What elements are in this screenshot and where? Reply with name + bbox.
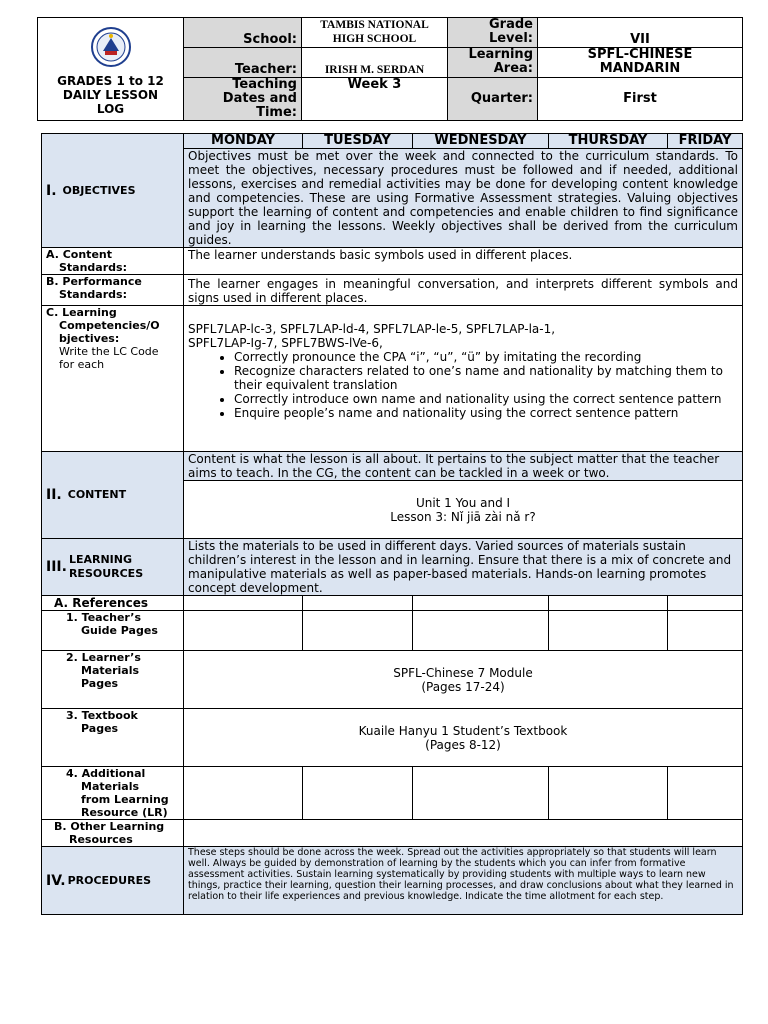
content-unit: Unit 1 You and I: [415, 495, 511, 510]
textbook-label: [42, 709, 184, 767]
other-resources-label: [42, 820, 184, 847]
area-value-line1: SPFL-CHINESE: [587, 47, 693, 62]
content-lesson: Lesson 3: Nǐ jiā zài nǎ r?: [390, 509, 536, 524]
resources-label-line1: LEARNING: [68, 553, 132, 566]
grade-label-line2: Level:: [488, 31, 533, 46]
competency-item: • Correctly pronounce the CPA “i”, “u”, “ü” by imitating the recording: [234, 350, 738, 364]
school-label: School:: [184, 18, 302, 48]
competency-item: • Recognize characters related to one’s name and nationality by matching them to their equivalent translation: [234, 364, 738, 392]
grade-label-line1: Grade: [489, 17, 533, 32]
content-standards-label-line2: Standards:: [59, 261, 127, 274]
additional-line1: 4. Additional: [66, 767, 146, 780]
objectives-num: I.: [46, 182, 57, 199]
other-line2: Resources: [69, 833, 133, 846]
performance-standards-text: The learner engages in meaningful conversation, and interprets different symbols and signs used in different places.: [184, 275, 743, 306]
day-thursday: THURSDAY: [549, 134, 668, 149]
textbook-value-line2: (Pages 8-12): [425, 737, 501, 752]
learner-materials-label: [42, 651, 184, 709]
learner-line3: Pages: [81, 677, 119, 690]
resources-desc: Lists the materials to be used in different days. Varied sources of materials sustain children’s interest in the lesson and in learning. Ensure that there is a mix of concrete and manipulative materials as well as paper-based materials. Hands-on learning promotes concept development.: [184, 539, 743, 596]
grade-value: VII: [538, 18, 743, 48]
competency-codes-line1: SPFL7LAP-lc-3, SPFL7LAP-ld-4, SPFL7LAP-le-5, SPFL7LAP-la-1,: [188, 322, 556, 336]
textbook-line2: Pages: [81, 722, 119, 735]
dates-label-line2: Dates and: [222, 91, 297, 106]
lesson-log-table: [41, 133, 743, 915]
objectives-text: Objectives must be met over the week and connected to the curriculum standards. To meet the objectives, necessary procedures must be followed and if needed, additional lessons, exercises and remedial activities may be done for developing content knowledge and competencies. These are using Formative Assessment strategies. Valuing objectives support the learning of content and competencies and enable children to find significance and joy in learning the lessons. Weekly objectives shall be derived from the curriculum guides.: [184, 149, 743, 248]
references-label: A. References: [42, 596, 184, 611]
resources-num: III.: [46, 559, 67, 575]
procedures-num: IV.: [46, 872, 66, 889]
teacher-value: IRISH M. SERDAN: [302, 48, 448, 78]
area-value-line2: MANDARIN: [599, 61, 681, 76]
procedures-section-cell: [42, 847, 184, 915]
dates-label: [184, 78, 302, 121]
competencies-note-line2: for each: [59, 358, 105, 371]
area-label-line2: Area:: [493, 61, 533, 76]
dll-title-line2: DAILY LESSON: [62, 88, 159, 102]
day-monday: MONDAY: [184, 134, 303, 149]
content-standards-text: The learner understands basic symbols used in different places.: [184, 248, 743, 275]
dll-title-line1: GRADES 1 to 12: [57, 74, 164, 88]
competency-codes-line2: SPFL7LAP-Ig-7, SPFL7BWS-lVe-6,: [188, 336, 383, 350]
additional-line2: Materials: [81, 780, 140, 793]
procedures-text: These steps should be done across the week. Spread out the activities appropriately so that students will learn well. Always be guided by demonstration of learning by the students which you can infer from formative assessment activities. Sustain learning systematically by providing students with multiple ways to learn new things, practice their learning, question their learning processes, and draw conclusions about what they learned in relation to their life experiences and previous knowledge. Indicate the time allotment for each step.: [184, 847, 743, 915]
teacher-guide-line1: 1. Teacher’s: [66, 611, 142, 624]
content-desc: Content is what the lesson is all about. It pertains to the subject matter that the teacher aims to teach. In the CG, the content can be tackled in a week or two.: [184, 452, 743, 481]
day-friday: FRIDAY: [668, 134, 743, 149]
teacher-guide-label: [42, 611, 184, 651]
competency-item: • Correctly introduce own name and nationality using the correct sentence pattern: [234, 392, 738, 406]
competencies-label-line3: bjectives:: [59, 332, 120, 345]
learner-value-line1: SPFL-Chinese 7 Module: [393, 665, 533, 680]
textbook-value: [184, 709, 743, 767]
textbook-value-line1: Kuaile Hanyu 1 Student’s Textbook: [358, 723, 568, 738]
day-wednesday: WEDNESDAY: [413, 134, 549, 149]
header-table: [37, 17, 743, 121]
school-value: [302, 18, 448, 48]
teacher-guide-line2: Guide Pages: [81, 624, 158, 637]
content-lesson-cell: [184, 481, 743, 539]
competencies-label: [42, 306, 184, 452]
competency-list: [188, 350, 738, 420]
day-tuesday: TUESDAY: [303, 134, 413, 149]
content-standards-label-line1: A. Content: [46, 248, 112, 261]
dates-label-line1: Teaching: [232, 77, 297, 92]
resources-section-cell: [42, 539, 184, 596]
objectives-section-cell: [42, 134, 184, 248]
performance-standards-label: [42, 275, 184, 306]
additional-line4: Resource (LR): [81, 806, 168, 819]
content-section-cell: [42, 452, 184, 539]
competencies-label-line1: C. Learning: [46, 306, 117, 319]
resources-label-line2: RESOURCES: [68, 567, 144, 580]
competencies-note-line1: Write the LC Code: [59, 345, 159, 358]
teacher-label: Teacher:: [184, 48, 302, 78]
content-standards-label: [42, 248, 184, 275]
logo-title-cell: [38, 18, 184, 121]
competencies-label-line2: Competencies/O: [59, 319, 160, 332]
other-line1: B. Other Learning: [54, 820, 165, 833]
dates-value: Week 3: [302, 78, 448, 121]
additional-line3: from Learning: [81, 793, 169, 806]
quarter-label: Quarter:: [448, 78, 538, 121]
performance-standards-label-line1: B. Performance: [46, 275, 142, 288]
learner-line1: 2. Learner’s: [66, 651, 141, 664]
area-label-line1: Learning: [468, 47, 533, 62]
dll-title-line3: LOG: [96, 102, 125, 116]
school-line1: TAMBIS NATIONAL: [320, 19, 429, 31]
competencies-text: [184, 306, 743, 452]
performance-standards-label-line2: Standards:: [59, 288, 127, 301]
objectives-label: OBJECTIVES: [62, 183, 136, 197]
deped-seal-icon: [90, 26, 132, 68]
quarter-value: First: [538, 78, 743, 121]
learner-materials-value: [184, 651, 743, 709]
procedures-label: PROCEDURES: [67, 873, 152, 887]
competency-item: • Enquire people’s name and nationality using the correct sentence pattern: [234, 406, 738, 420]
school-line2: HIGH SCHOOL: [332, 33, 417, 45]
content-num: II.: [46, 487, 62, 503]
learner-value-line2: (Pages 17-24): [421, 679, 505, 694]
dates-label-line3: Time:: [256, 105, 297, 120]
content-label: CONTENT: [67, 488, 127, 501]
grade-label: [448, 18, 538, 48]
learner-line2: Materials: [81, 664, 140, 677]
additional-materials-label: [42, 767, 184, 820]
area-label: [448, 48, 538, 78]
area-value: [538, 48, 743, 78]
textbook-line1: 3. Textbook: [66, 709, 138, 722]
